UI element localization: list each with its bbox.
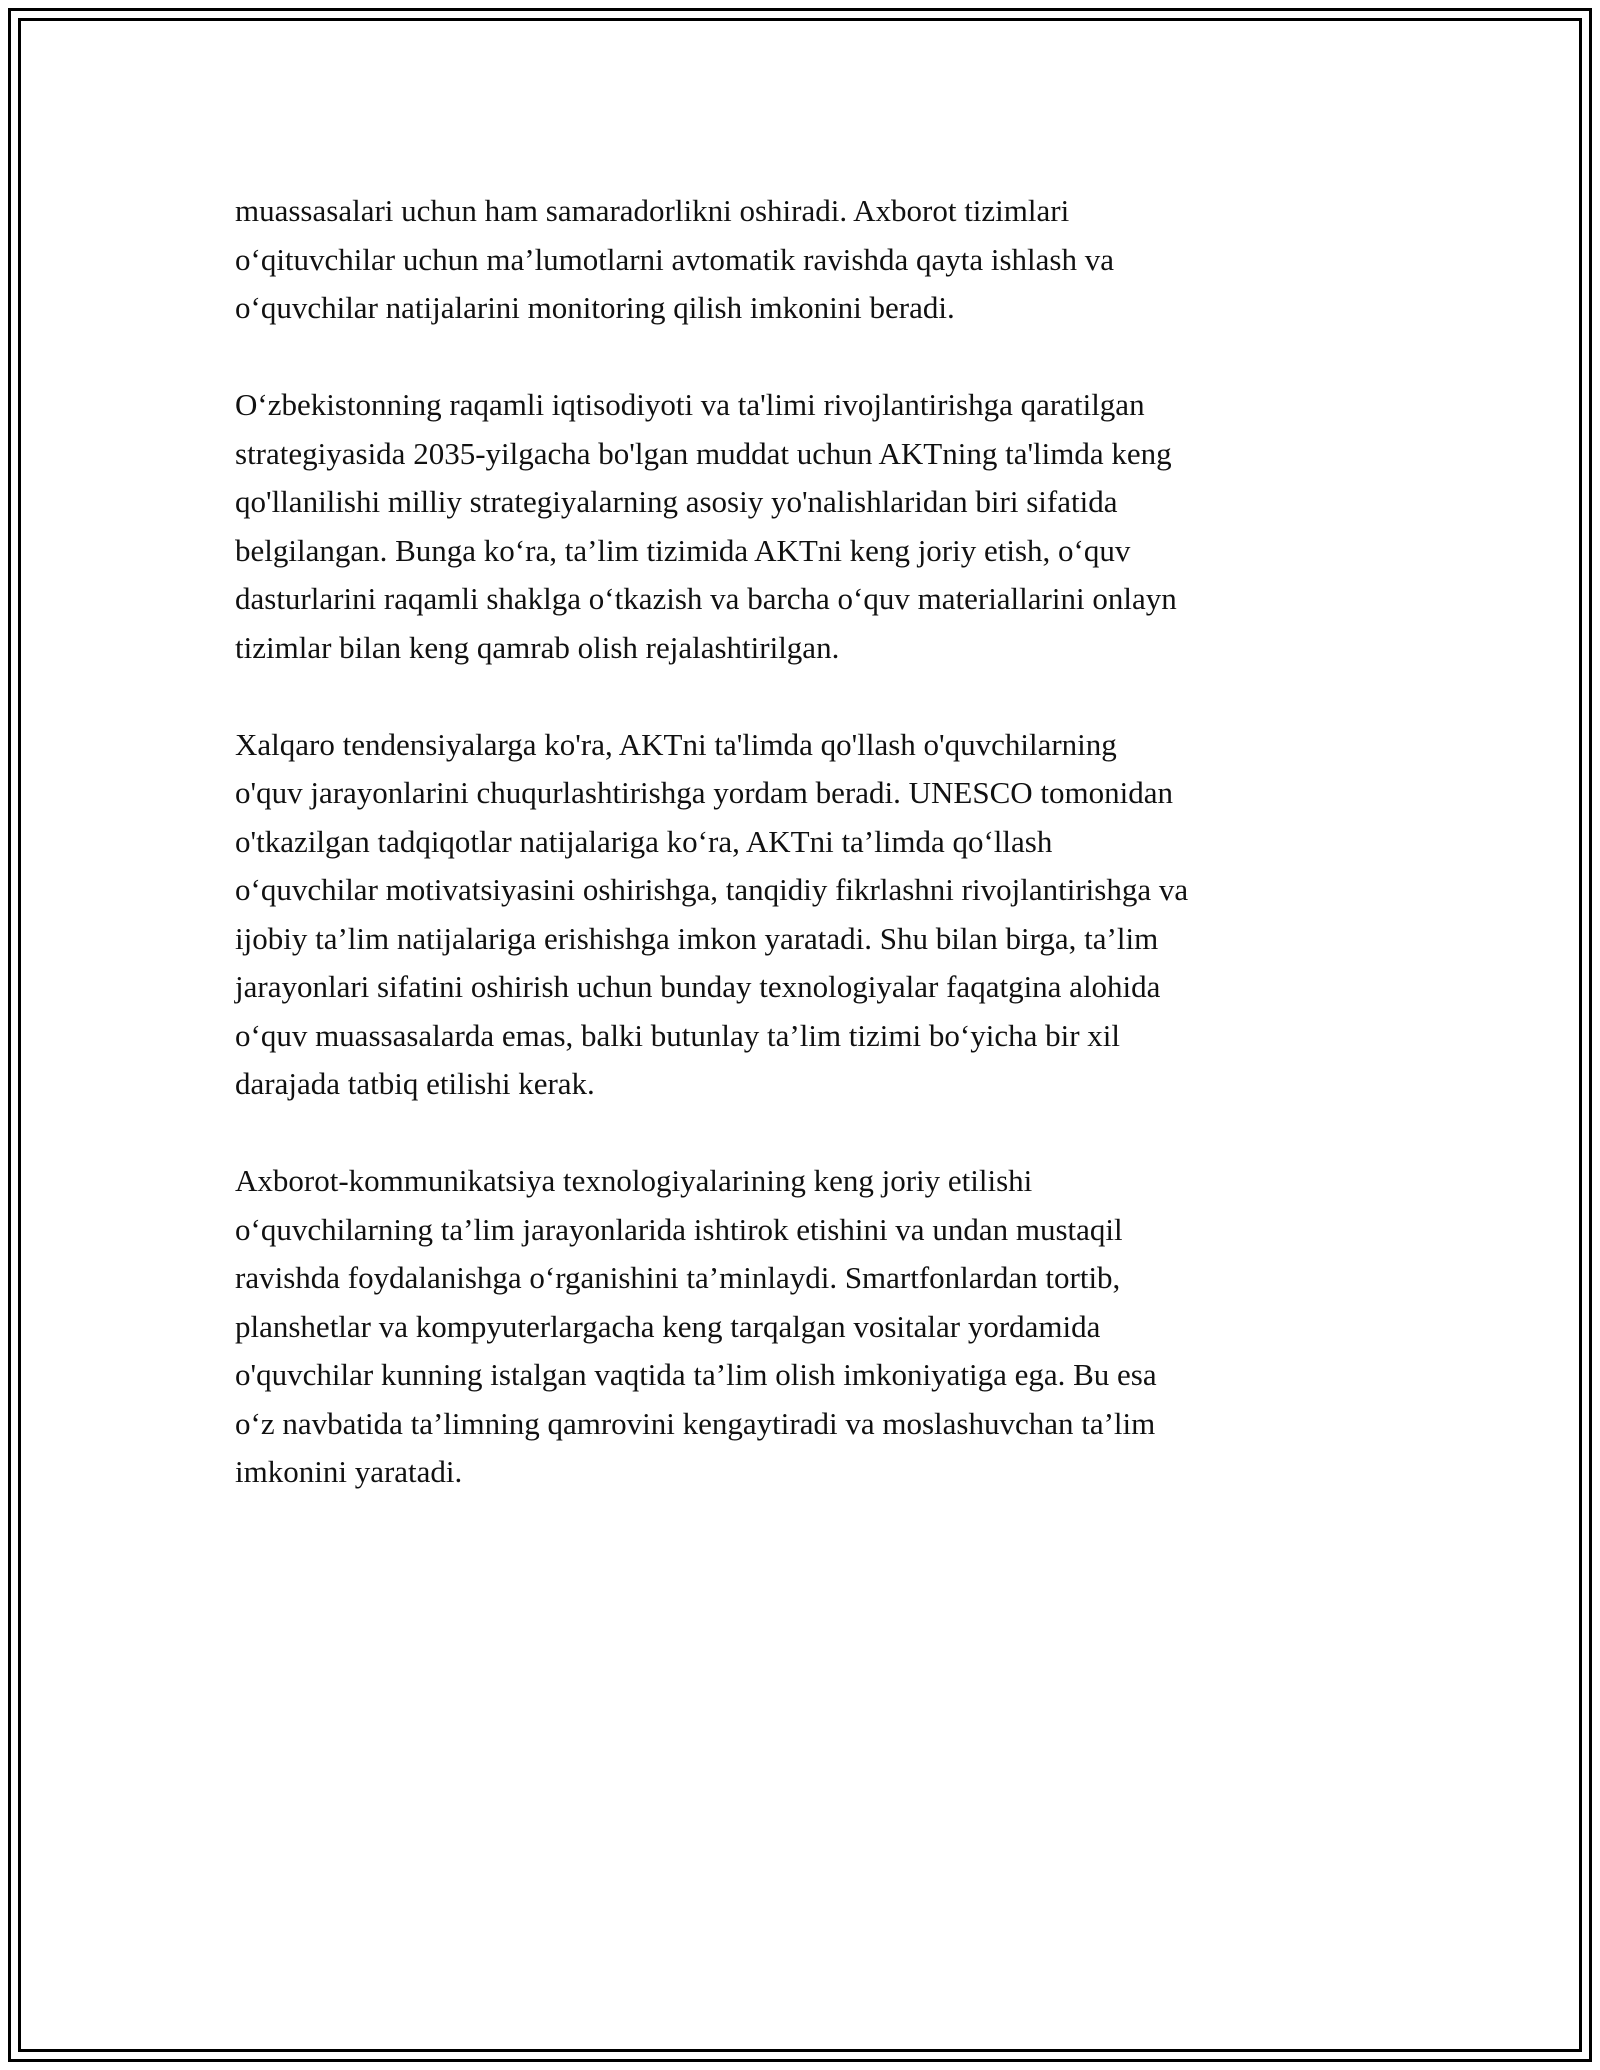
- text-line: O‘zbekistonning raqamli iqtisodiyoti va ta'limi rivojlantirishga qaratilgan: [235, 387, 1145, 422]
- text-line: ijobiy ta’lim natijalariga erishishga imkon yaratadi. Shu bilan birga, ta’lim: [235, 920, 1159, 956]
- text-line: muassasalari uchun ham samaradorlikni oshiradi. Axborot tizimlari: [235, 193, 1070, 228]
- text-line: o'quv jarayonlarini chuqurlashtirishga yordam beradi. UNESCO tomonidan: [235, 775, 1173, 810]
- text-line: o'quvchilar kunning istalgan vaqtida ta’lim olish imkoniyatiga ega. Bu esa: [235, 1357, 1157, 1392]
- text-line: jarayonlari sifatini oshirish uchun bunday texnologiyalar faqatgina alohida: [235, 969, 1161, 1004]
- paragraph-1: [235, 187, 1375, 333]
- text-line: o‘quv muassasalarda emas, balki butunlay ta’lim tizimi bo‘yicha bir xil: [235, 1017, 1120, 1053]
- text-line: planshetlar va kompyuterlargacha keng tarqalgan vositalar yordamida: [235, 1308, 1101, 1344]
- text-line: o‘qituvchilar uchun ma’lumotlarni avtomatik ravishda qayta ishlash va: [235, 241, 1114, 277]
- paragraph-4: [235, 1157, 1375, 1497]
- text-line: Axborot-kommunikatsiya texnologiyalarining keng joriy etilishi: [235, 1163, 1033, 1198]
- text-line: o‘quvchilar motivatsiyasini oshirishga, tanqidiy fikrlashni rivojlantirishga va: [235, 872, 1189, 907]
- text-line: strategiyasida 2035-yilgacha bo'lgan muddat uchun AKTning ta'limda keng: [235, 435, 1172, 471]
- text-line: o‘quvchilarning ta’lim jarayonlarida ishtirok etishini va undan mustaqil: [235, 1211, 1123, 1247]
- text-line: dasturlarini raqamli shaklga o‘tkazish va barcha o‘quv materiallarini onlayn: [235, 581, 1177, 616]
- text-line: belgilangan. Bunga ko‘ra, ta’lim tizimida AKTni keng joriy etish, o‘quv: [235, 532, 1131, 568]
- text-line: o‘z navbatida ta’limning qamrovini kengaytiradi va moslashuvchan ta’lim: [235, 1405, 1156, 1441]
- text-line: imkonini yaratadi.: [235, 1454, 463, 1489]
- text-line: o‘quvchilar natijalarini monitoring qilish imkonini beradi.: [235, 290, 955, 325]
- text-line: Xalqaro tendensiyalarga ko'ra, AKTni ta'limda qo'llash o'quvchilarning: [235, 726, 1117, 762]
- paragraph-2: [235, 381, 1375, 672]
- document-body: [235, 187, 1375, 1545]
- text-line: qo'llanilishi milliy strategiyalarning asosiy yo'nalishlaridan biri sifatida: [235, 484, 1118, 519]
- text-line: darajada tatbiq etilishi kerak.: [235, 1066, 595, 1101]
- text-line: tizimlar bilan keng qamrab olish rejalashtirilgan.: [235, 629, 840, 665]
- paragraph-3: [235, 721, 1375, 1109]
- text-line: ravishda foydalanishga o‘rganishini ta’minlaydi. Smartfonlardan tortib,: [235, 1260, 1121, 1295]
- text-line: o'tkazilgan tadqiqotlar natijalariga ko‘ra, AKTni ta’limda qo‘llash: [235, 823, 1053, 859]
